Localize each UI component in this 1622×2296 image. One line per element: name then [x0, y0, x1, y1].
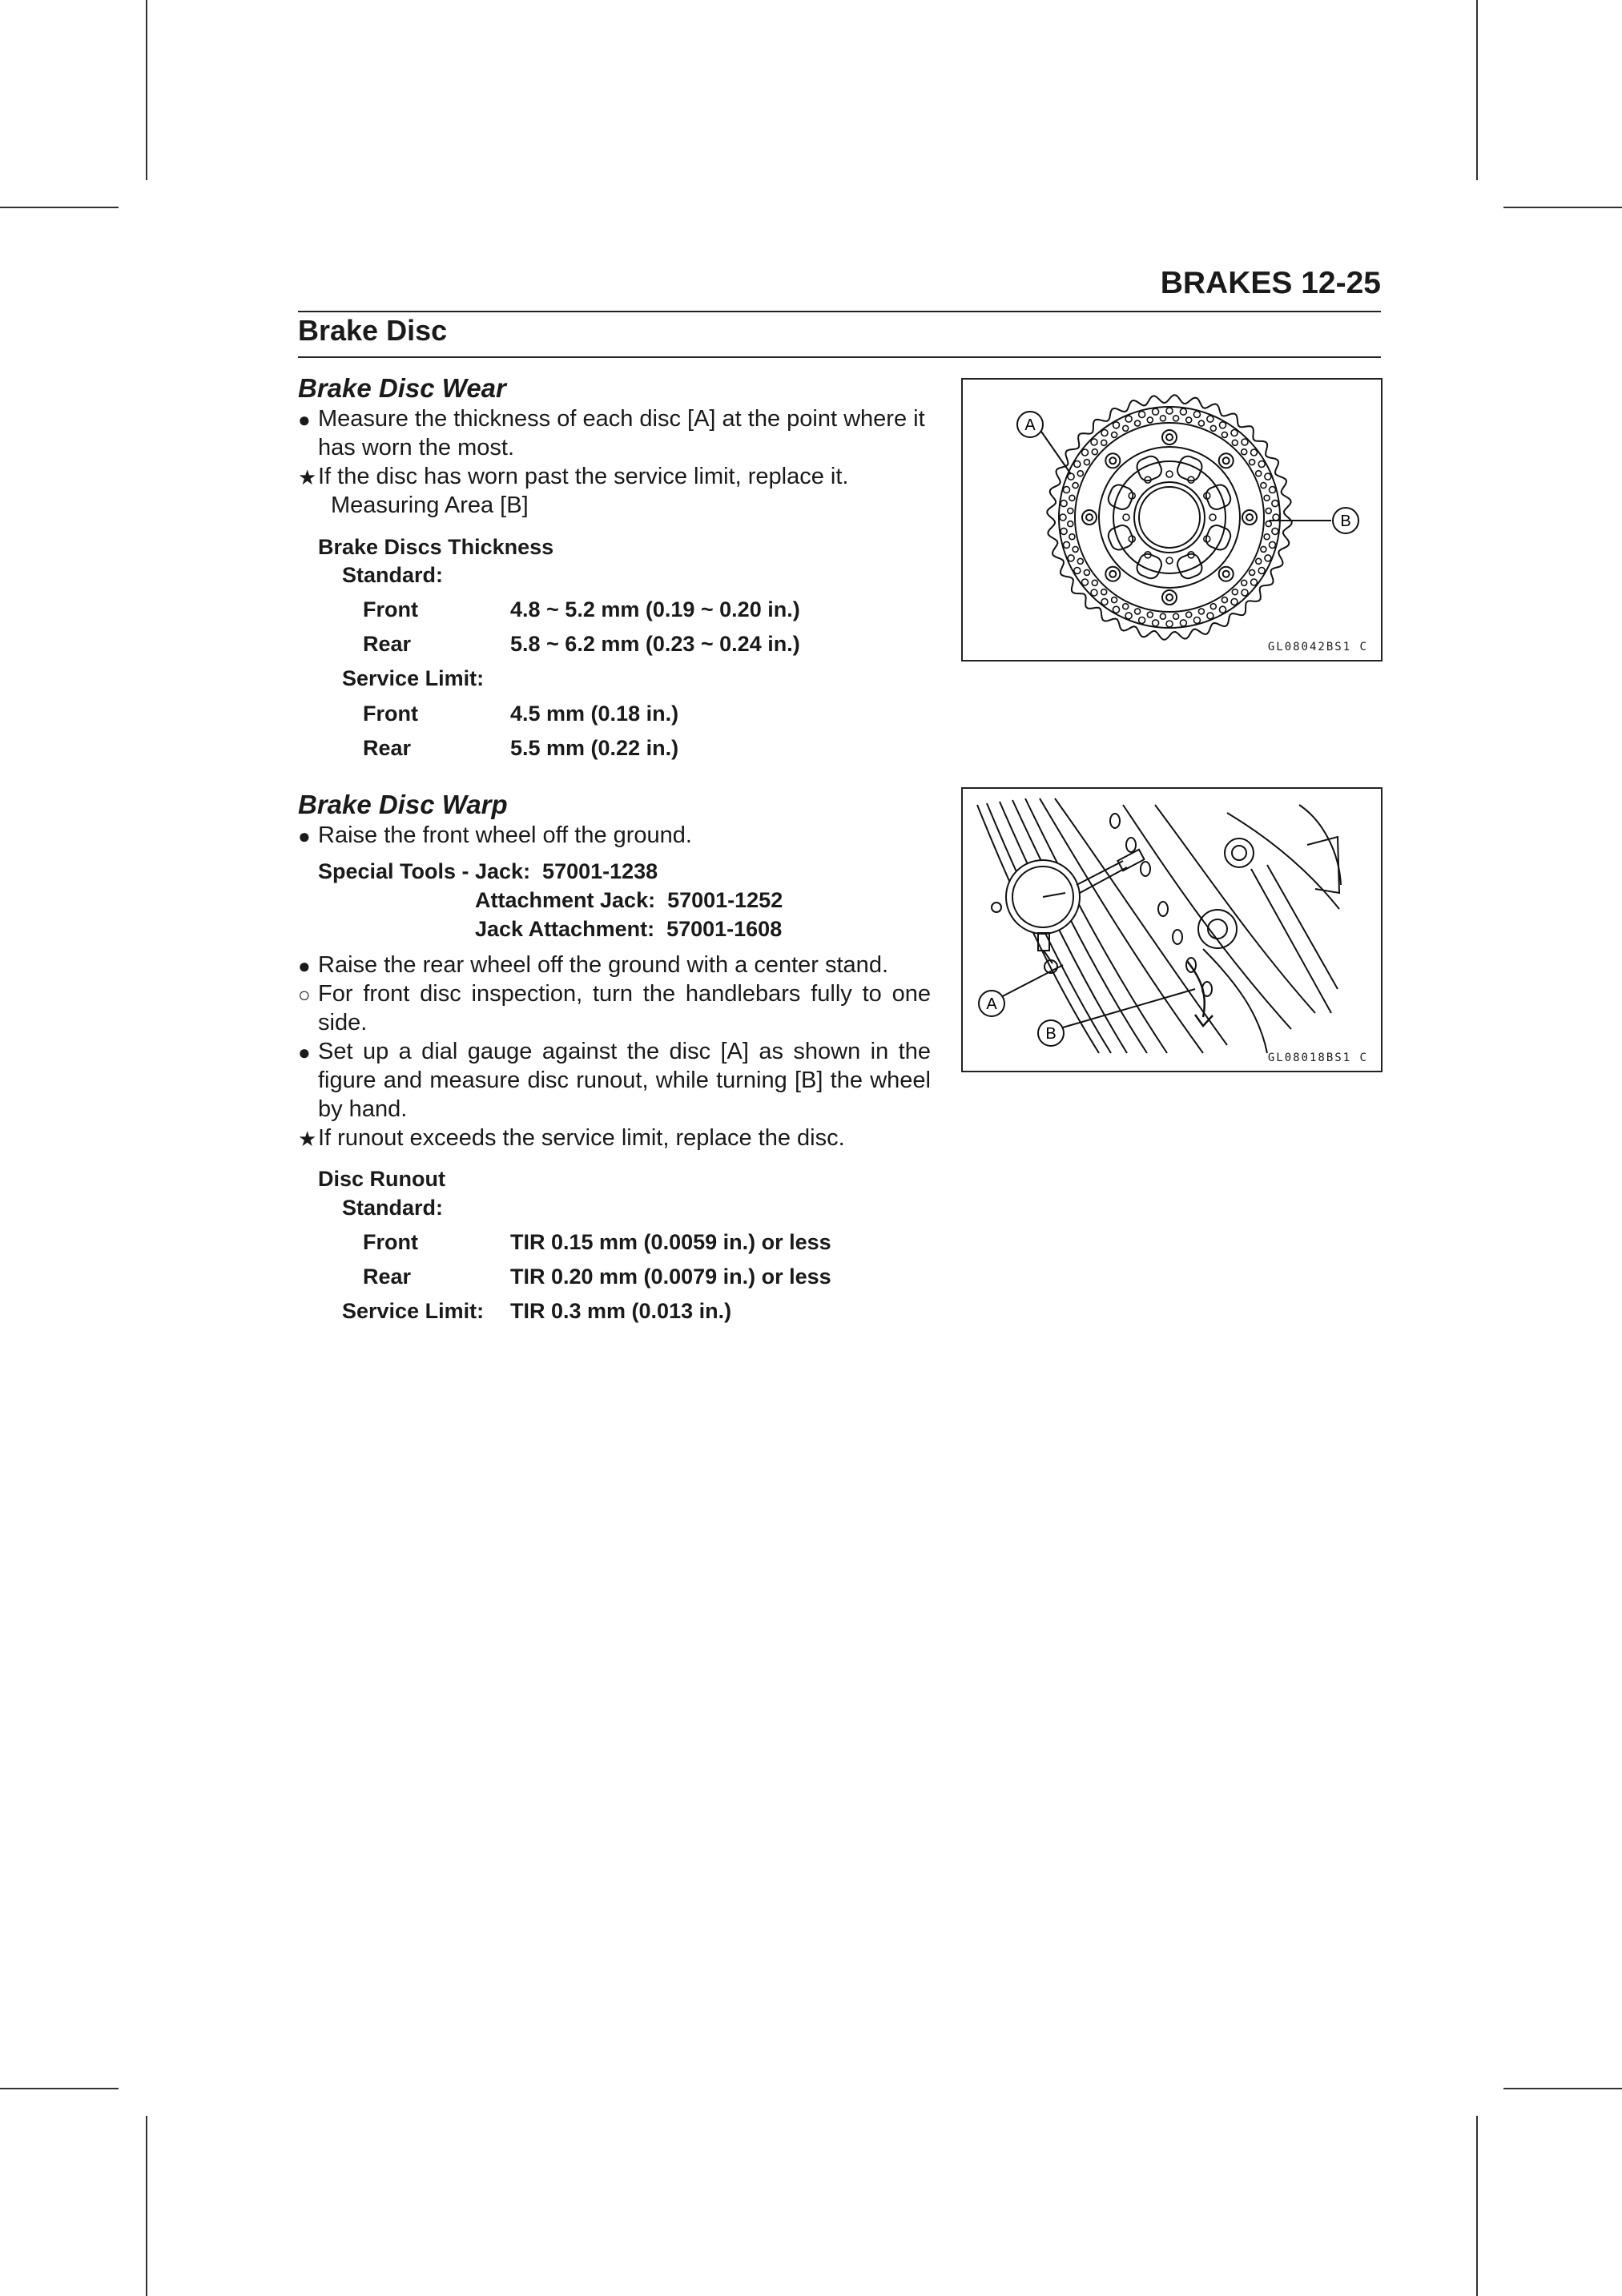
disc-hole: [1261, 546, 1266, 552]
disc-hole: [1180, 408, 1186, 415]
carrier-slot: [1204, 523, 1234, 553]
disc-hole: [1113, 422, 1120, 428]
warp-subtitle: Brake Disc Warp: [298, 790, 508, 819]
disc-hole: [1242, 580, 1247, 585]
callout-a-label: A: [1024, 416, 1036, 434]
disc-hole: [1123, 425, 1129, 431]
disc-hole: [1180, 620, 1186, 626]
figure-dial-gauge: [961, 787, 1383, 1072]
floating-button: [1219, 567, 1234, 581]
bullet-marker: ●: [298, 408, 311, 432]
disc-hole: [1186, 612, 1192, 617]
disc-hole: [1220, 422, 1226, 428]
disc-hole: [1265, 473, 1271, 480]
disc-hole: [1232, 589, 1238, 595]
disc-hole: [1092, 580, 1097, 585]
wear-subtitle: Brake Disc Wear: [298, 373, 506, 403]
disc-hole: [1135, 420, 1141, 426]
wear-item-2-text: If the disc has worn past the service limit, replace it.: [318, 464, 849, 489]
disc-hole: [1231, 430, 1238, 436]
floating-button: [1162, 430, 1177, 444]
disc-hole: [1256, 558, 1262, 564]
disc-hole: [1091, 439, 1097, 445]
tool-jack-attachment: Jack Attachment: 57001-1608: [475, 917, 783, 941]
circle-marker: ○: [298, 983, 311, 1007]
disc-hole: [1160, 613, 1165, 619]
disc-hole: [1064, 487, 1070, 493]
carrier-slot: [1175, 552, 1205, 581]
spec-rear-value: 5.8 ~ 6.2 mm (0.23 ~ 0.24 in.): [510, 632, 800, 656]
spec-rear-limit: 5.5 mm (0.22 in.): [510, 736, 679, 760]
callout-b-label: B: [1340, 513, 1351, 530]
crop-mark: [0, 207, 119, 208]
floating-button-center: [1223, 457, 1230, 464]
hub-hole: [1209, 514, 1216, 521]
disc-hole: [1250, 569, 1255, 575]
floating-button: [1082, 510, 1097, 525]
disc-hole: [1186, 417, 1192, 423]
carrier-slot: [1106, 482, 1136, 512]
floating-button-center: [1166, 594, 1173, 601]
section-rule: [298, 356, 1381, 358]
disc-hole: [1265, 555, 1271, 561]
disc-hole: [1264, 495, 1270, 501]
disc-hole: [1153, 408, 1159, 415]
disc-hole: [1210, 604, 1216, 609]
crop-mark: [146, 2116, 147, 2296]
bullet-marker: ●: [298, 824, 311, 848]
disc-hole: [1220, 606, 1226, 613]
warp-item-front-wheel-text: Raise the front wheel off the ground.: [318, 822, 692, 848]
disc-hole: [1112, 432, 1117, 437]
disc-hole: [1173, 416, 1179, 421]
disc-hole: [1210, 425, 1216, 431]
tool-jack: Jack: 57001-1238: [475, 859, 658, 883]
disc-hole: [1242, 449, 1247, 455]
spec-front-label: Front: [363, 597, 418, 621]
disc-hole: [1173, 613, 1179, 619]
disc-wavy-edge: [1047, 395, 1291, 639]
callout-a-label: A: [986, 995, 997, 1013]
disc-hole: [1068, 473, 1074, 480]
floating-button: [1105, 453, 1120, 468]
crop-mark: [1476, 2116, 1478, 2296]
dial-gauge-illustration: [963, 789, 1381, 1071]
disc-hole: [1222, 432, 1227, 437]
disc-hole: [1270, 487, 1276, 493]
spec-heading: Disc Runout: [318, 1167, 445, 1191]
disc-hole: [1101, 430, 1108, 436]
disc-hole: [1250, 460, 1255, 465]
spec-limit-value: TIR 0.3 mm (0.013 in.): [510, 1299, 732, 1323]
floating-button-center: [1109, 457, 1116, 464]
disc-hole: [1272, 528, 1278, 534]
spec-front-label: Front: [363, 702, 418, 726]
floating-button: [1105, 567, 1120, 581]
carrier-slot: [1134, 552, 1164, 581]
callout-b-label: B: [1045, 1025, 1057, 1043]
disc-hole: [1084, 460, 1089, 465]
disc-hole: [1261, 483, 1266, 489]
disc-hole: [1125, 416, 1132, 422]
disc-hole: [1147, 612, 1153, 617]
disc-hole: [1198, 609, 1204, 614]
disc-hole: [1073, 483, 1078, 489]
floating-button: [1162, 590, 1177, 605]
tool-attachment-jack: Attachment Jack: 57001-1252: [475, 888, 783, 912]
spec-standard-label: Standard:: [342, 563, 444, 587]
spec-front-label: Front: [363, 1230, 418, 1254]
carrier-slot: [1175, 454, 1205, 484]
spec-front-value: 4.8 ~ 5.2 mm (0.19 ~ 0.20 in.): [510, 597, 800, 621]
disc-hole: [1258, 461, 1265, 468]
disc-hole: [1166, 621, 1173, 627]
disc-hole: [1125, 613, 1132, 619]
brake-disc-illustration: [963, 380, 1381, 660]
disc-hole: [1273, 514, 1279, 521]
bullet-marker: ●: [298, 1040, 311, 1064]
disc-hole: [1198, 420, 1204, 426]
disc-hole: [1091, 589, 1097, 596]
disc-hole: [1139, 412, 1145, 418]
disc-hole: [1069, 534, 1075, 540]
disc-hole: [1264, 534, 1270, 540]
disc-hole: [1251, 579, 1258, 585]
spec-rear-label: Rear: [363, 632, 412, 656]
crop-mark: [1476, 0, 1478, 180]
disc-hole: [1266, 508, 1271, 513]
spec-rear-label: Rear: [363, 1265, 412, 1289]
warp-item-2-text: For front disc inspection, turn the handlebars fully to one side.: [318, 981, 931, 1035]
disc-hole: [1256, 471, 1262, 476]
disc-hole: [1242, 589, 1248, 596]
disc-hole: [1082, 449, 1089, 456]
disc-hole: [1153, 620, 1159, 626]
crop-mark: [146, 0, 147, 180]
disc-hole: [1074, 461, 1081, 468]
disc-hole: [1123, 604, 1129, 609]
figure-brake-disc: [961, 378, 1383, 661]
spec-rear-value: TIR 0.20 mm (0.0079 in.) or less: [510, 1265, 831, 1289]
wear-item-3: Measuring Area [B]: [331, 493, 529, 518]
disc-hole: [1251, 449, 1258, 456]
disc-hole: [1166, 408, 1173, 414]
disc-hole: [1207, 613, 1213, 619]
disc-hole: [1068, 521, 1073, 527]
special-tools-label: Special Tools -: [318, 859, 469, 883]
floating-button: [1219, 453, 1234, 468]
page-header: BRAKES 12-25: [1160, 266, 1381, 300]
disc-hole: [1242, 439, 1248, 445]
carrier-slot: [1106, 523, 1136, 553]
star-marker: ★: [298, 465, 317, 489]
disc-hole: [1068, 508, 1073, 513]
disc-hole: [1135, 609, 1141, 614]
disc-hole: [1073, 546, 1078, 552]
disc-hole: [1139, 617, 1145, 624]
disc-hole: [1272, 501, 1278, 507]
spec-limit-label: Service Limit:: [342, 1299, 485, 1323]
crop-mark: [0, 2088, 119, 2089]
spec-limit-label: Service Limit:: [342, 666, 485, 690]
carrier-slot: [1134, 454, 1164, 484]
floating-button-center: [1109, 571, 1116, 577]
floating-button-center: [1086, 514, 1093, 521]
section-title: Brake Disc: [298, 314, 448, 347]
wear-item-1-text: Measure the thickness of each disc [A] at the point where it has worn the most.: [318, 406, 925, 460]
hub-hole: [1123, 514, 1129, 521]
crop-mark: [1503, 207, 1622, 208]
floating-button-center: [1166, 434, 1173, 440]
disc-hole: [1092, 449, 1097, 455]
crop-mark: [1503, 2088, 1622, 2089]
disc-hole: [1077, 558, 1083, 564]
spec-front-value: TIR 0.15 mm (0.0059 in.) or less: [510, 1230, 831, 1254]
floating-button-center: [1246, 514, 1253, 521]
carrier-slot: [1204, 482, 1234, 512]
disc-hole: [1060, 514, 1066, 521]
warp-item-4-text: If runout exceeds the service limit, replace the disc.: [318, 1125, 845, 1151]
disc-hole: [1232, 440, 1238, 445]
figure-code: GL08042BS1 C: [1267, 641, 1368, 653]
header-rule: [298, 311, 1381, 312]
spec-rear-label: Rear: [363, 736, 412, 760]
figure-code: GL08018BS1 C: [1267, 1051, 1368, 1064]
floating-button: [1242, 510, 1257, 525]
disc-hole: [1084, 569, 1089, 575]
disc-hole: [1069, 495, 1075, 501]
disc-hole: [1160, 416, 1165, 421]
disc-hole: [1064, 541, 1070, 548]
warp-item-3-text: Set up a dial gauge against the disc [A] as shown in the figure and measure disc runout, while turning [B] the wheel by hand.: [318, 1039, 931, 1122]
hub-hole: [1166, 557, 1173, 564]
disc-hole: [1077, 471, 1083, 476]
disc-hole: [1101, 589, 1107, 595]
disc-hole: [1193, 412, 1200, 418]
hub-hole: [1166, 471, 1173, 477]
disc-hole: [1207, 416, 1213, 422]
disc-hole: [1270, 541, 1276, 548]
disc-hole: [1231, 599, 1238, 605]
star-marker: ★: [298, 1127, 317, 1151]
spec-front-limit: 4.5 mm (0.18 in.): [510, 702, 679, 726]
disc-hole: [1068, 555, 1074, 561]
disc-hole: [1193, 617, 1200, 624]
disc-hole: [1101, 440, 1107, 445]
disc-hole: [1266, 521, 1271, 527]
disc-hole: [1074, 568, 1081, 574]
disc-hole: [1147, 417, 1153, 423]
bullet-marker: ●: [298, 954, 311, 978]
disc-hole: [1258, 568, 1265, 574]
disc-hole: [1061, 528, 1067, 534]
disc-hole: [1061, 501, 1067, 507]
disc-hole: [1113, 606, 1120, 613]
spec-standard-label: Standard:: [342, 1196, 444, 1220]
disc-hole: [1112, 597, 1117, 603]
floating-button-center: [1223, 571, 1230, 577]
warp-item-1-text: Raise the rear wheel off the ground with a center stand.: [318, 952, 889, 978]
disc-hole: [1222, 597, 1227, 603]
disc-hole: [1082, 579, 1089, 585]
disc-hole: [1101, 599, 1108, 605]
spec-heading: Brake Discs Thickness: [318, 535, 554, 559]
